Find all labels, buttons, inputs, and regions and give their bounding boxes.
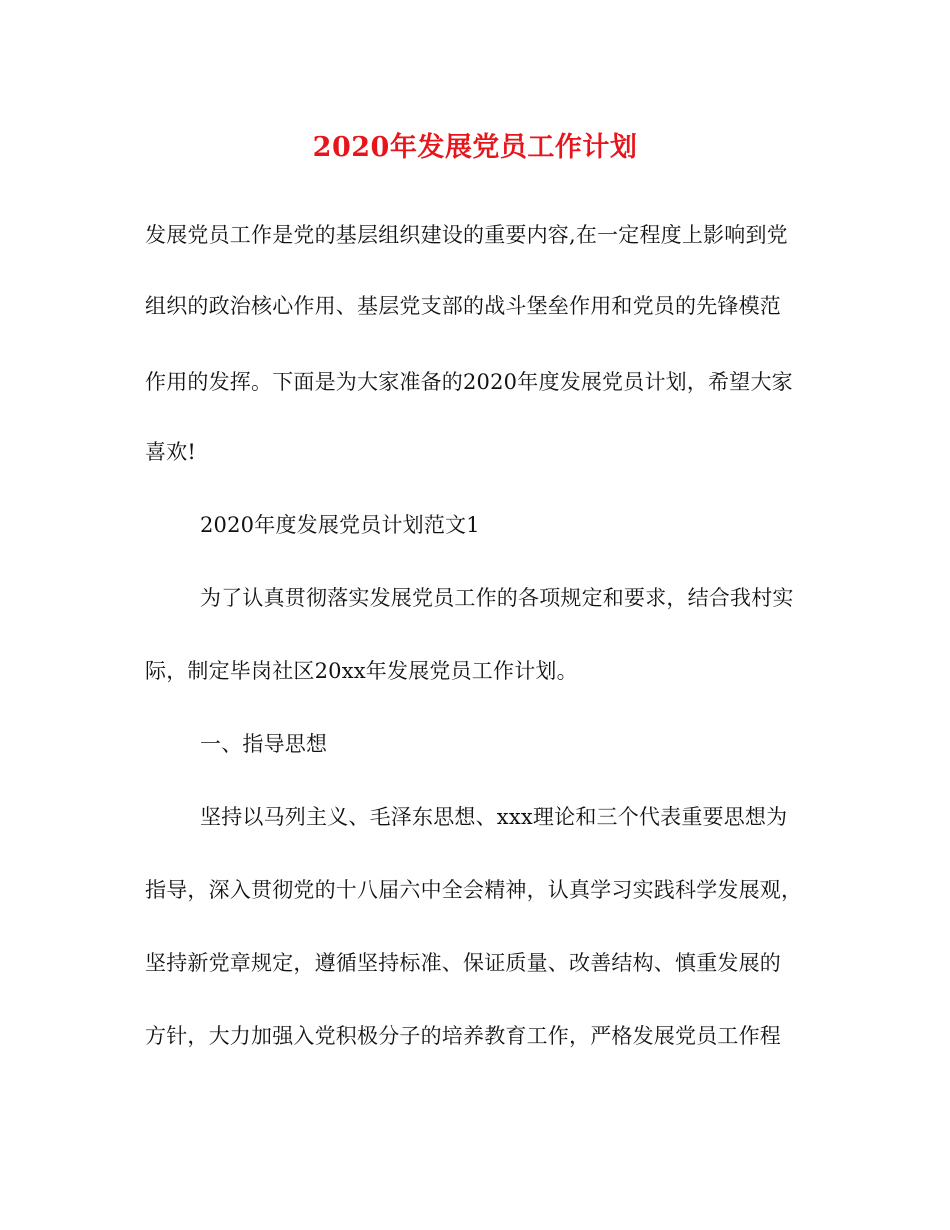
section-heading: 2020年度发展党员计划范文1	[200, 513, 480, 537]
paragraph-line: 指导，深入贯彻党的十八届六中全会精神，认真学习实践科学发展观，	[145, 878, 803, 902]
paragraph-line: 坚持以马列主义、毛泽东思想、xxx理论和三个代表重要思想为	[200, 805, 788, 829]
section-heading: 一、指导思想	[200, 732, 328, 756]
paragraph-line: 发展党员工作是党的基层组织建设的重要内容,在一定程度上影响到党	[145, 223, 788, 247]
document-title: 2020年发展党员工作计划	[312, 132, 638, 163]
paragraph-line: 坚持新党章规定，遵循坚持标准、保证质量、改善结构、慎重发展的	[145, 951, 781, 975]
paragraph-line: 际，制定毕岗社区20xx年发展党员工作计划。	[145, 659, 578, 683]
paragraph-line: 组织的政治核心作用、基层党支部的战斗堡垒作用和党员的先锋模范	[145, 294, 781, 318]
paragraph-line: 作用的发挥。下面是为大家准备的2020年度发展党员计划，希望大家	[145, 370, 793, 394]
paragraph-line: 为了认真贯彻落实发展党员工作的各项规定和要求，结合我村实	[200, 586, 794, 610]
paragraph-line: 喜欢!	[145, 440, 197, 464]
paragraph-line: 方针，大力加强入党积极分子的培养教育工作，严格发展党员工作程	[145, 1024, 781, 1048]
